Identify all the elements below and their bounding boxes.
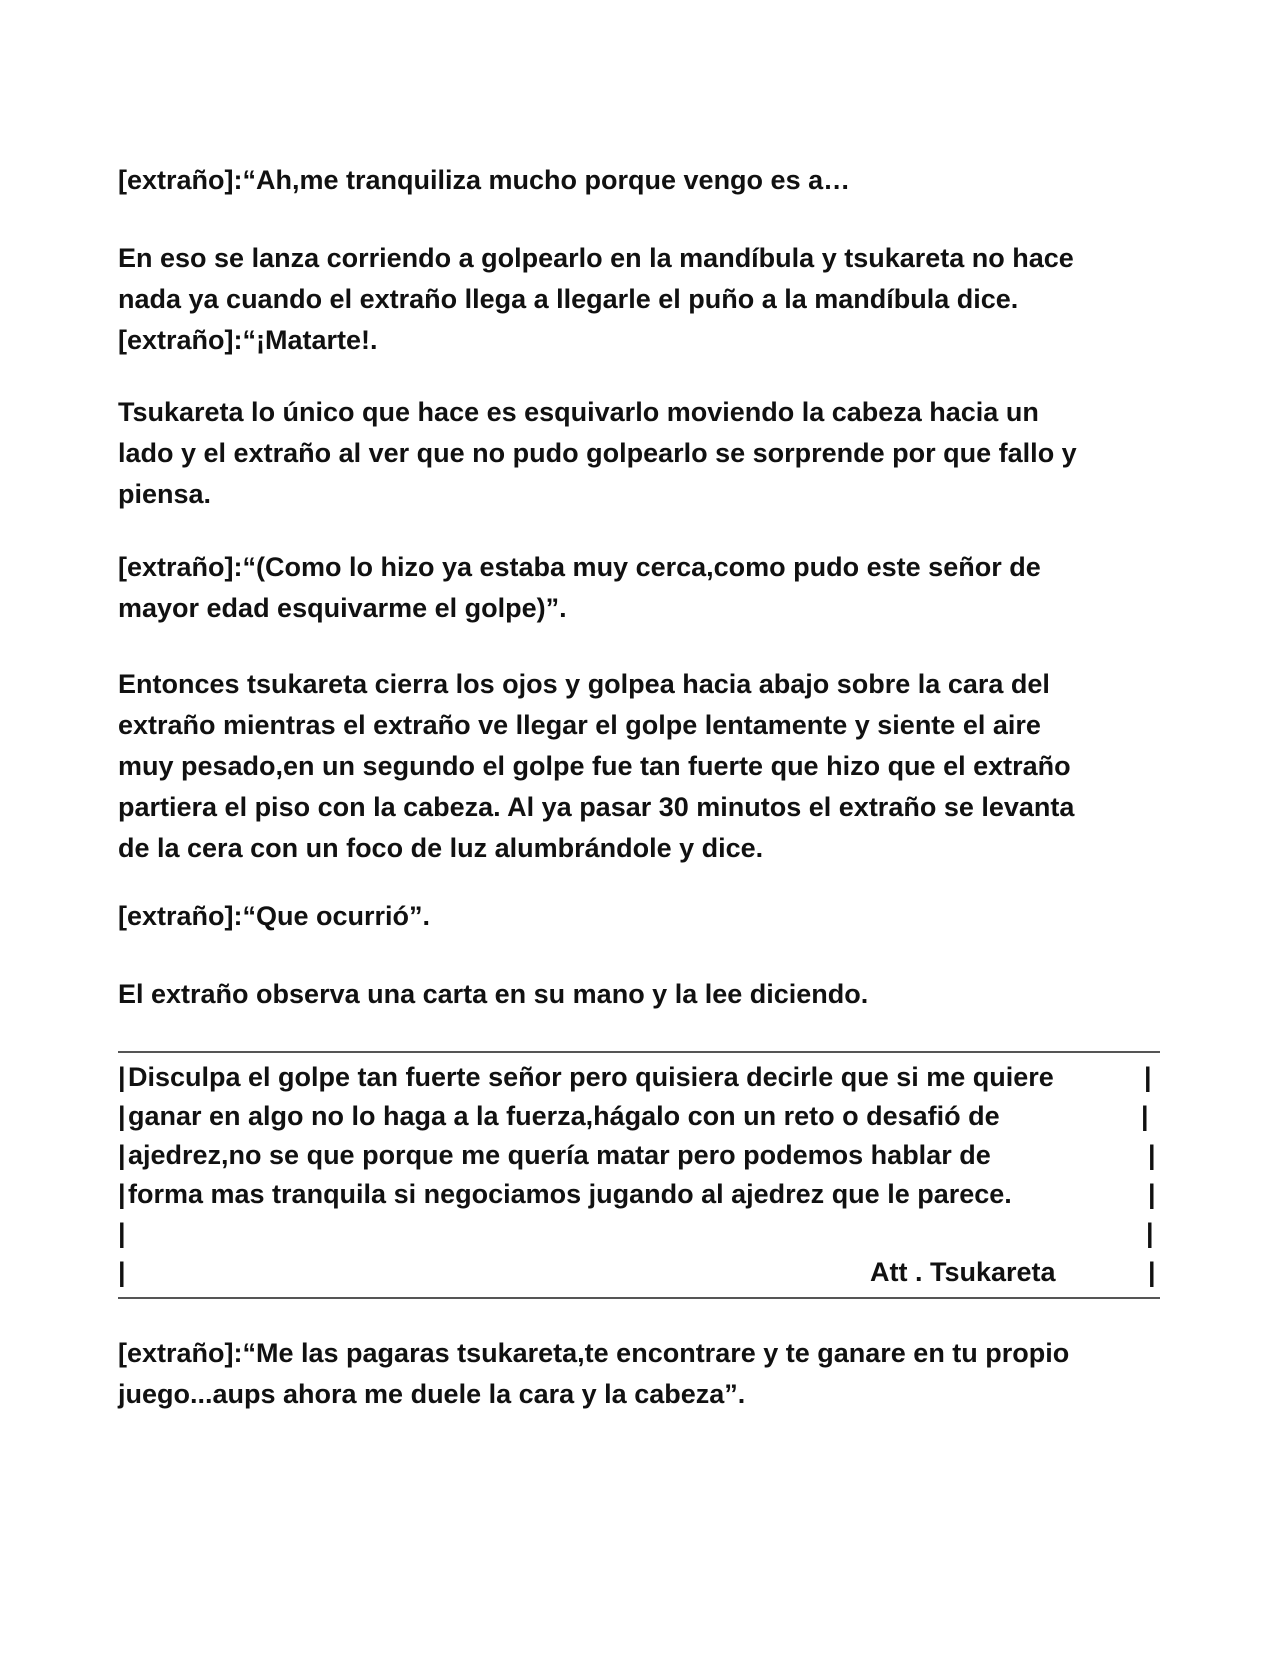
letter-bar-left: | bbox=[118, 1179, 126, 1209]
paragraph-line: de la cera con un foco de luz alumbrándole y dice. bbox=[118, 833, 764, 863]
letter-line bbox=[118, 1057, 1160, 1098]
paragraph-2 bbox=[118, 238, 1168, 361]
paragraph-line: partiera el piso con la cabeza. Al ya pasar 30 minutos el extraño se levanta bbox=[118, 792, 1075, 822]
letter-top-rule bbox=[118, 1051, 1160, 1053]
paragraph-line: piensa. bbox=[118, 479, 212, 509]
paragraph-4 bbox=[118, 547, 1168, 629]
letter-bar-right: | bbox=[1148, 1179, 1156, 1209]
paragraph-6 bbox=[118, 896, 1168, 937]
paragraph-line: lado y el extraño al ver que no pudo golpearlo se sorprende por que fallo y bbox=[118, 438, 1077, 468]
paragraph-closing bbox=[118, 1333, 1168, 1415]
letter-text: ajedrez,no se que porque me quería matar pero podemos hablar de bbox=[128, 1140, 991, 1170]
letter-signature: Att . Tsukareta bbox=[870, 1257, 1056, 1287]
paragraph-line: [extraño]:“Me las pagaras tsukareta,te encontrare y te ganare en tu propio bbox=[118, 1338, 1070, 1368]
letter-bar-left: | bbox=[118, 1101, 126, 1131]
paragraph-5 bbox=[118, 664, 1168, 869]
letter-line bbox=[118, 1252, 1160, 1293]
letter-bar-left: | bbox=[118, 1218, 126, 1248]
paragraph-line: muy pesado,en un segundo el golpe fue tan fuerte que hizo que el extraño bbox=[118, 751, 1071, 781]
letter-line bbox=[118, 1096, 1160, 1137]
letter-bar-right: | bbox=[1141, 1101, 1149, 1131]
paragraph-line: extraño mientras el extraño ve llegar el golpe lentamente y siente el aire bbox=[118, 710, 1041, 740]
letter-text: Disculpa el golpe tan fuerte señor pero quisiera decirle que si me quiere bbox=[128, 1062, 1054, 1092]
paragraph-line: [extraño]:“¡Matarte!. bbox=[118, 325, 378, 355]
paragraph-3 bbox=[118, 392, 1168, 515]
letter-line bbox=[118, 1135, 1160, 1176]
letter-bar-right: | bbox=[1148, 1140, 1156, 1170]
paragraph-line: [extraño]:“(Como lo hizo ya estaba muy cerca,como pudo este señor de bbox=[118, 552, 1041, 582]
paragraph-line: Entonces tsukareta cierra los ojos y golpea hacia abajo sobre la cara del bbox=[118, 669, 1050, 699]
letter-line bbox=[118, 1174, 1160, 1215]
letter-bar-right: | bbox=[1144, 1062, 1152, 1092]
letter-bar-right: | bbox=[1148, 1257, 1156, 1287]
paragraph-line: [extraño]:“Ah,me tranquiliza mucho porque vengo es a… bbox=[118, 165, 851, 195]
paragraph-line: juego...aups ahora me duele la cara y la cabeza”. bbox=[118, 1379, 746, 1409]
paragraph-line: [extraño]:“Que ocurrió”. bbox=[118, 901, 431, 931]
letter-bar-left: | bbox=[118, 1140, 126, 1170]
paragraph-1 bbox=[118, 160, 1168, 201]
paragraph-line: El extraño observa una carta en su mano y la lee diciendo. bbox=[118, 979, 869, 1009]
letter-bar-left: | bbox=[118, 1062, 126, 1092]
paragraph-line: mayor edad esquivarme el golpe)”. bbox=[118, 593, 567, 623]
letter-bar-right: | bbox=[1146, 1218, 1154, 1248]
letter-bar-left: | bbox=[118, 1257, 126, 1287]
paragraph-line: Tsukareta lo único que hace es esquivarlo moviendo la cabeza hacia un bbox=[118, 397, 1039, 427]
letter-bottom-rule bbox=[118, 1297, 1160, 1299]
paragraph-line: nada ya cuando el extraño llega a llegarle el puño a la mandíbula dice. bbox=[118, 284, 1019, 314]
letter-text: forma mas tranquila si negociamos jugando al ajedrez que le parece. bbox=[128, 1179, 1012, 1209]
letter-text: ganar en algo no lo haga a la fuerza,hágalo con un reto o desafió de bbox=[128, 1101, 1000, 1131]
paragraph-line: En eso se lanza corriendo a golpearlo en la mandíbula y tsukareta no hace bbox=[118, 243, 1074, 273]
paragraph-7 bbox=[118, 974, 1168, 1015]
letter-line bbox=[118, 1213, 1160, 1254]
